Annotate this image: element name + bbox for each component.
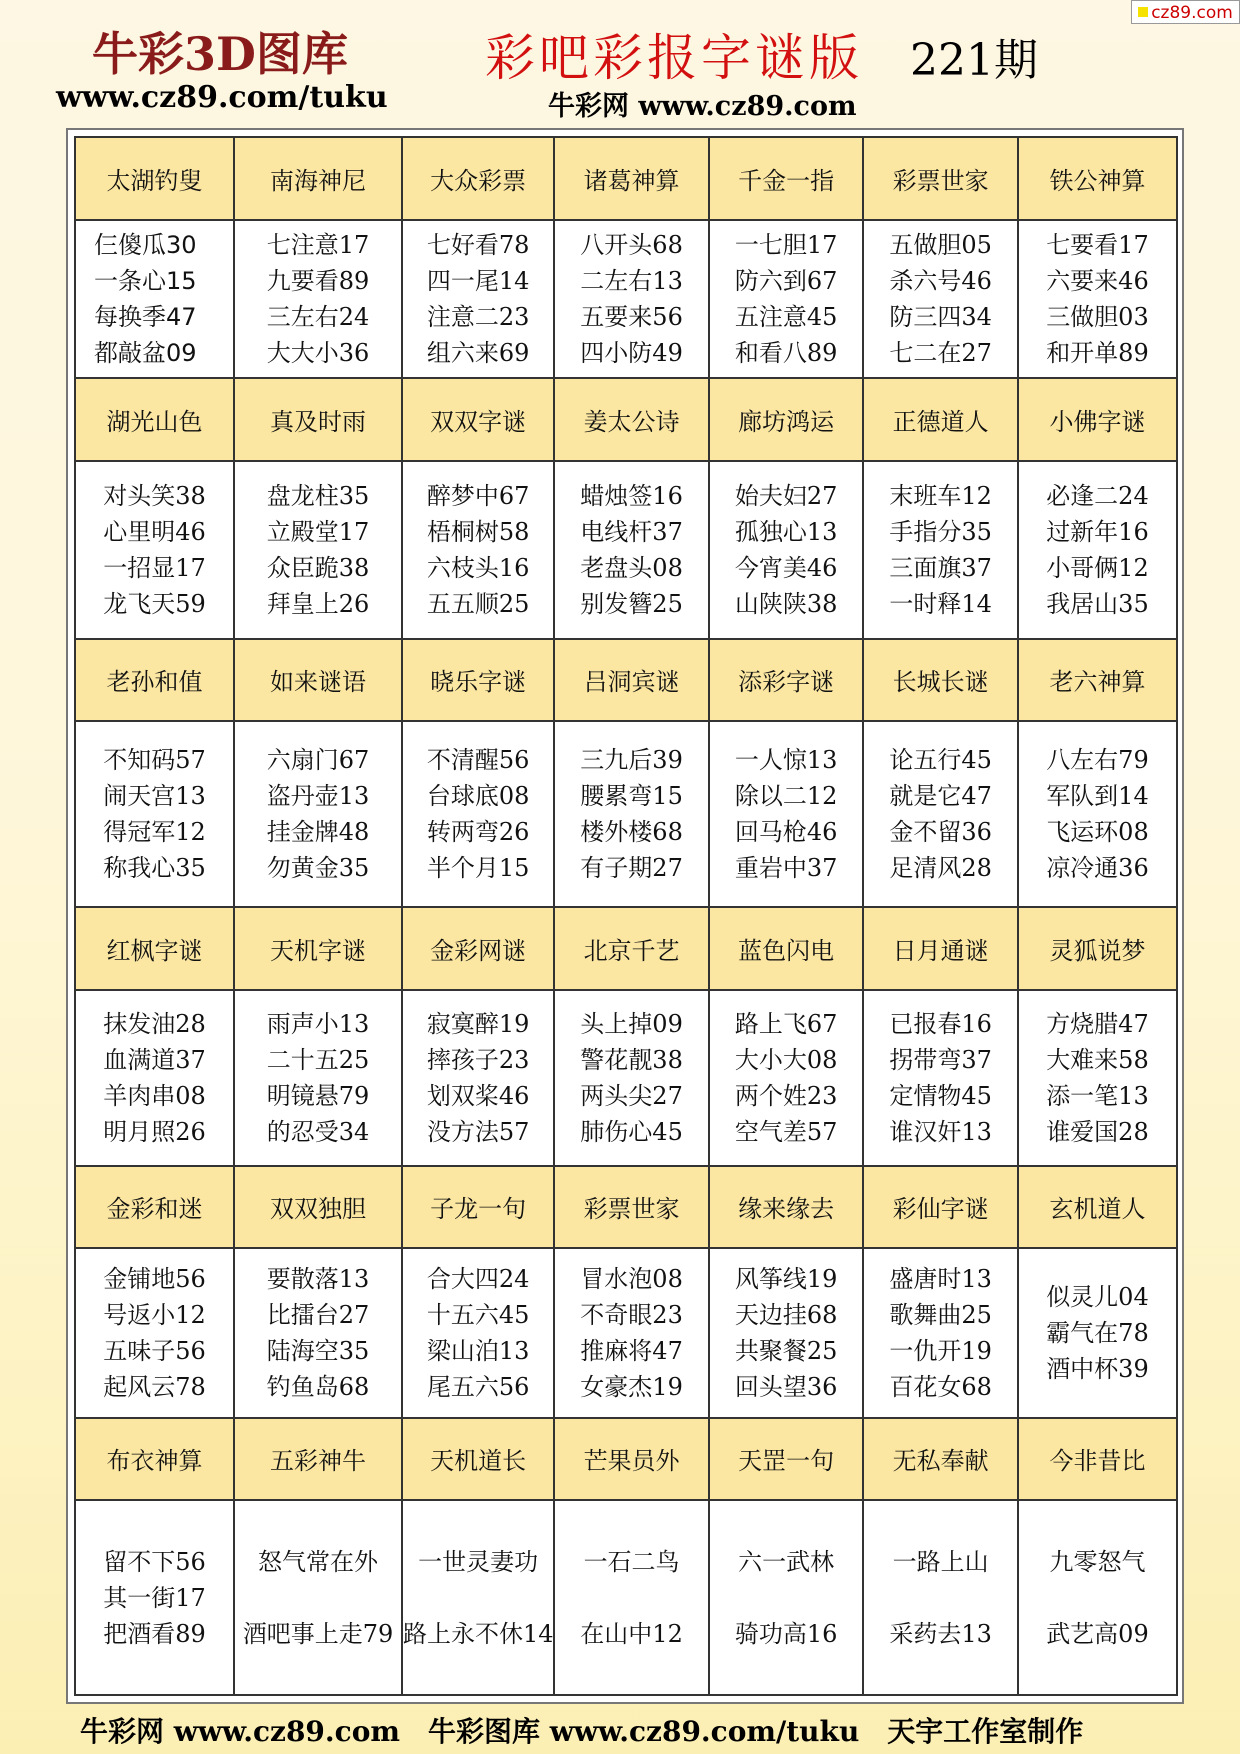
riddle-cell (234, 1500, 402, 1695)
footer-tuku-link[interactable]: 牛彩图库 www.cz89.com/tuku (428, 1715, 860, 1748)
riddle-line: 一条心15 (94, 266, 197, 295)
riddle-line: 抹发油28 (103, 1009, 206, 1038)
column-heading: 彩票世家 (863, 137, 1018, 220)
riddle-line: 论五行45 (889, 746, 992, 775)
riddle-line: 末班车12 (889, 481, 992, 510)
riddle-line: 酒中杯39 (1046, 1354, 1149, 1383)
riddle-line: 添一笔13 (1046, 1081, 1149, 1110)
riddle-line: 过新年16 (1046, 517, 1149, 546)
riddle-line: 采药去13 (889, 1619, 992, 1648)
riddle-cell (863, 1248, 1018, 1417)
riddle-line: 醉梦中67 (426, 481, 530, 510)
riddle-cell (554, 721, 709, 907)
riddle-line: 两头尖27 (580, 1081, 683, 1110)
riddle-cell (1018, 1248, 1177, 1417)
riddle-line: 已报春16 (889, 1009, 992, 1038)
riddle-line: 一石二鸟 (583, 1547, 680, 1576)
name-row (75, 1418, 1177, 1501)
riddle-cell (234, 990, 402, 1166)
riddle-line: 金铺地56 (103, 1264, 206, 1293)
riddle-cell (75, 220, 234, 379)
riddle-line: 楼外楼68 (580, 818, 683, 847)
riddle-line: 明月照26 (103, 1117, 206, 1146)
riddle-line: 拜皇上26 (266, 589, 370, 618)
riddle-line: 似灵儿04 (1046, 1282, 1149, 1311)
riddle-cell (863, 721, 1018, 907)
column-heading: 彩仙字谜 (863, 1166, 1018, 1249)
riddle-line: 怒气常在外 (258, 1547, 378, 1576)
riddle-row (75, 1248, 1177, 1417)
riddle-line: 一世灵妻功 (418, 1547, 539, 1576)
riddle-line: 九零怒气 (1049, 1547, 1146, 1576)
riddle-cell (709, 461, 864, 639)
riddle-line: 七好看78 (426, 230, 530, 259)
riddle-row (75, 990, 1177, 1166)
riddle-cell (709, 1248, 864, 1417)
riddle-line: 盛唐时13 (889, 1264, 992, 1293)
riddle-cell (402, 1500, 554, 1695)
riddle-line: 百花女68 (889, 1372, 992, 1401)
column-heading: 玄机道人 (1018, 1166, 1177, 1249)
riddle-line: 方烧腊47 (1046, 1009, 1149, 1038)
riddle-cell (402, 1248, 554, 1417)
riddle-line: 都敲盆09 (94, 338, 197, 367)
riddle-cell (402, 220, 554, 379)
riddle-line: 不知码57 (103, 746, 206, 775)
riddle-line: 挂金牌48 (266, 818, 370, 847)
riddle-line: 称我心35 (103, 854, 206, 883)
riddle-line: 盘龙柱35 (266, 481, 370, 510)
riddle-line: 推麻将47 (580, 1336, 683, 1365)
riddle-line: 大小大08 (734, 1045, 838, 1074)
column-heading: 老孙和值 (75, 639, 234, 722)
riddle-line: 防六到67 (734, 266, 838, 295)
riddle-line: 一招显17 (103, 553, 206, 582)
riddle-line: 其一街17 (103, 1583, 206, 1612)
riddle-line: 天边挂68 (734, 1300, 838, 1329)
riddle-line: 号返小12 (103, 1300, 206, 1329)
riddle-line: 两个姓23 (734, 1081, 838, 1110)
riddle-line: 明镜悬79 (266, 1081, 370, 1110)
riddle-line: 六扇门67 (266, 746, 370, 775)
riddle-cell (402, 990, 554, 1166)
riddle-cell (709, 721, 864, 907)
riddle-line: 歌舞曲25 (889, 1300, 992, 1329)
riddle-line: 一七胆17 (734, 230, 838, 259)
riddle-cell (75, 461, 234, 639)
riddle-line: 闹天宫13 (103, 782, 206, 811)
riddle-line: 重岩中37 (734, 854, 838, 883)
riddle-line: 血满道37 (103, 1045, 206, 1074)
riddle-line: 飞运环08 (1046, 818, 1149, 847)
riddle-line: 比擂台27 (266, 1300, 370, 1329)
riddle-cell (554, 1248, 709, 1417)
column-heading: 吕洞宾谜 (554, 639, 709, 722)
column-heading: 无私奉献 (863, 1418, 1018, 1501)
riddle-line: 路上飞67 (734, 1009, 838, 1038)
riddle-line: 骑功高16 (734, 1619, 838, 1648)
riddle-line: 摔孩子23 (426, 1045, 530, 1074)
riddle-line: 定情物45 (889, 1081, 992, 1110)
riddle-line: 足清风28 (889, 854, 992, 883)
riddle-line: 电线杆37 (580, 517, 683, 546)
riddle-line: 和看八89 (734, 338, 838, 367)
riddle-line: 就是它47 (889, 782, 992, 811)
riddle-cell (709, 990, 864, 1166)
riddle-cell (234, 721, 402, 907)
riddle-line: 四小防49 (580, 338, 683, 367)
riddle-line: 始夫妇27 (734, 481, 838, 510)
column-heading: 金彩和迷 (75, 1166, 234, 1249)
column-heading: 太湖钓叟 (75, 137, 234, 220)
riddle-line: 三做胆03 (1046, 302, 1149, 331)
riddle-cell (75, 990, 234, 1166)
riddle-line: 梁山泊13 (426, 1336, 530, 1365)
riddle-line: 五味子56 (103, 1336, 206, 1365)
riddle-line: 女豪杰19 (580, 1372, 683, 1401)
riddle-line: 回头望36 (734, 1372, 838, 1401)
riddle-line: 金不留36 (889, 818, 992, 847)
riddle-line: 仨傻瓜30 (94, 230, 197, 259)
riddle-line: 得冠军12 (103, 818, 206, 847)
riddle-line: 除以二12 (734, 782, 838, 811)
column-heading: 大众彩票 (402, 137, 554, 220)
riddle-line: 一路上山 (892, 1547, 989, 1576)
riddle-line: 手指分35 (889, 517, 992, 546)
issue-number: 221期 (910, 35, 1038, 86)
column-heading: 缘来缘去 (709, 1166, 864, 1249)
riddle-line: 腰累弯15 (580, 782, 683, 811)
riddle-line: 九要看89 (266, 266, 370, 295)
column-heading: 双双独胆 (234, 1166, 402, 1249)
riddle-line: 十五六45 (426, 1300, 530, 1329)
riddle-line: 在山中12 (580, 1619, 683, 1648)
footer-credit: 天宇工作室制作 (887, 1715, 1084, 1748)
riddle-row (75, 1500, 1177, 1695)
riddle-row (75, 721, 1177, 907)
line-spacer (864, 1580, 1017, 1616)
riddle-line: 武艺高09 (1046, 1619, 1149, 1648)
riddle-cell (1018, 721, 1177, 907)
riddle-line: 杀六号46 (889, 266, 992, 295)
riddle-cell (402, 721, 554, 907)
riddle-line: 七要看17 (1046, 230, 1149, 259)
riddle-line: 一时释14 (889, 589, 992, 618)
watermark-badge (1131, 0, 1240, 24)
column-heading: 铁公神算 (1018, 137, 1177, 220)
column-heading: 南海神尼 (234, 137, 402, 220)
riddle-line: 肺伤心45 (580, 1117, 683, 1146)
name-row (75, 639, 1177, 722)
riddle-line: 合大四24 (426, 1264, 530, 1293)
riddle-line: 今宵美46 (734, 553, 838, 582)
line-spacer (1019, 1580, 1176, 1616)
column-heading: 如来谜语 (234, 639, 402, 722)
riddle-line: 不清醒56 (426, 746, 530, 775)
riddle-line: 梧桐树58 (426, 517, 530, 546)
riddle-line: 蜡烛签16 (580, 481, 683, 510)
riddle-line: 五注意45 (734, 302, 838, 331)
riddle-row (75, 220, 1177, 379)
riddle-line: 六枝头16 (426, 553, 530, 582)
column-heading: 五彩神牛 (234, 1418, 402, 1501)
riddle-line: 组六来69 (426, 338, 530, 367)
column-heading: 天机道长 (402, 1418, 554, 1501)
riddle-line: 谁爱国28 (1046, 1117, 1149, 1146)
riddle-line: 对头笑38 (103, 481, 206, 510)
riddle-line: 六一武林 (738, 1547, 835, 1576)
riddle-cell (709, 220, 864, 379)
riddle-line: 没方法57 (426, 1117, 530, 1146)
riddle-cell (234, 220, 402, 379)
riddle-line: 我居山35 (1046, 589, 1149, 618)
riddle-line: 留不下56 (103, 1547, 206, 1576)
riddle-line: 一仇开19 (889, 1336, 992, 1365)
site-title: 牛彩3D图库 (92, 27, 348, 81)
riddle-line: 大难来58 (1046, 1045, 1149, 1074)
riddle-line: 钓鱼岛68 (266, 1372, 370, 1401)
name-row (75, 137, 1177, 220)
riddle-line: 每换季47 (94, 302, 197, 331)
riddle-line: 七二在27 (889, 338, 992, 367)
riddle-line: 别发簪25 (580, 589, 683, 618)
riddle-line: 防三四34 (889, 302, 992, 331)
riddle-line: 酒吧事上走79 (242, 1619, 394, 1648)
riddle-line: 半个月15 (426, 854, 530, 883)
riddle-line: 凉冷通36 (1046, 854, 1149, 883)
riddle-line: 空气差57 (734, 1117, 838, 1146)
riddle-line: 台球底08 (426, 782, 530, 811)
riddle-line: 众臣跪38 (266, 553, 370, 582)
riddle-cell (554, 1500, 709, 1695)
line-spacer (403, 1580, 553, 1616)
riddle-line: 龙飞天59 (103, 589, 206, 618)
riddle-line: 八左右79 (1046, 746, 1149, 775)
riddle-line: 把酒看89 (103, 1619, 206, 1648)
column-heading: 子龙一句 (402, 1166, 554, 1249)
column-heading: 日月通谜 (863, 907, 1018, 990)
riddle-cell (1018, 461, 1177, 639)
riddle-line: 共聚餐25 (734, 1336, 838, 1365)
column-heading: 廊坊鸿运 (709, 378, 864, 461)
riddle-line: 不奇眼23 (580, 1300, 683, 1329)
riddle-line: 冒水泡08 (580, 1264, 683, 1293)
riddle-line: 三左右24 (266, 302, 370, 331)
riddle-line: 老盘头08 (580, 553, 683, 582)
riddle-cell (75, 1248, 234, 1417)
riddle-line: 二左右13 (580, 266, 683, 295)
riddle-line: 山陕陕38 (734, 589, 838, 618)
riddle-line: 警花靓38 (580, 1045, 683, 1074)
riddle-line: 三面旗37 (889, 553, 992, 582)
riddle-line: 要散落13 (266, 1264, 370, 1293)
riddle-line: 回马枪46 (734, 818, 838, 847)
riddle-line: 和开单89 (1046, 338, 1149, 367)
line-spacer (710, 1580, 863, 1616)
column-heading: 今非昔比 (1018, 1418, 1177, 1501)
riddle-line: 七注意17 (266, 230, 370, 259)
column-heading: 天机字谜 (234, 907, 402, 990)
name-row (75, 1166, 1177, 1249)
column-heading: 真及时雨 (234, 378, 402, 461)
riddle-cell (1018, 1500, 1177, 1695)
column-heading: 添彩字谜 (709, 639, 864, 722)
riddle-line: 转两弯26 (426, 818, 530, 847)
riddle-line: 一人惊13 (734, 746, 838, 775)
riddle-line: 划双桨46 (426, 1081, 530, 1110)
riddle-line: 孤独心13 (734, 517, 838, 546)
footer (80, 1710, 1111, 1750)
riddle-cell (1018, 220, 1177, 379)
footer-site-link[interactable]: 牛彩网 www.cz89.com (80, 1715, 401, 1748)
riddle-cell (863, 1500, 1018, 1695)
riddle-line: 陆海空35 (266, 1336, 370, 1365)
riddle-line: 二十五25 (266, 1045, 370, 1074)
riddle-line: 风筝线19 (734, 1264, 838, 1293)
riddle-cell (863, 461, 1018, 639)
riddle-line: 勿黄金35 (266, 854, 370, 883)
riddle-line: 的忍受34 (266, 1117, 370, 1146)
column-heading: 北京千艺 (554, 907, 709, 990)
riddle-cell (554, 990, 709, 1166)
riddle-line: 头上掉09 (580, 1009, 683, 1038)
riddle-cell (75, 1500, 234, 1695)
riddle-row (75, 461, 1177, 639)
riddle-line: 五五顺25 (426, 589, 530, 618)
riddle-line: 谁汉奸13 (889, 1117, 992, 1146)
riddle-line: 大大小36 (266, 338, 370, 367)
column-heading: 布衣神算 (75, 1418, 234, 1501)
column-heading: 天罡一句 (709, 1418, 864, 1501)
column-heading: 诸葛神算 (554, 137, 709, 220)
riddle-line: 三九后39 (580, 746, 683, 775)
riddle-line: 羊肉串08 (103, 1081, 206, 1110)
riddle-cell (234, 1248, 402, 1417)
column-heading: 金彩网谜 (402, 907, 554, 990)
site-url-link[interactable]: www.cz89.com/tuku (56, 80, 388, 115)
riddle-cell (863, 220, 1018, 379)
column-heading: 芒果员外 (554, 1418, 709, 1501)
riddle-line: 军队到14 (1046, 782, 1149, 811)
riddle-cell (554, 461, 709, 639)
column-heading: 彩票世家 (554, 1166, 709, 1249)
riddle-cell (1018, 990, 1177, 1166)
riddle-line: 雨声小13 (266, 1009, 370, 1038)
column-heading: 晓乐字谜 (402, 639, 554, 722)
riddle-line: 六要来46 (1046, 266, 1149, 295)
column-heading: 双双字谜 (402, 378, 554, 461)
riddle-line: 四一尾14 (426, 266, 530, 295)
riddle-line: 八开头68 (580, 230, 683, 259)
riddle-line: 尾五六56 (426, 1372, 530, 1401)
sub-url-link[interactable]: 牛彩网 www.cz89.com (548, 91, 857, 122)
name-row (75, 907, 1177, 990)
column-heading: 长城长谜 (863, 639, 1018, 722)
riddle-cell (709, 1500, 864, 1695)
name-row (75, 378, 1177, 461)
riddle-line: 立殿堂17 (266, 517, 370, 546)
square-icon (1138, 7, 1148, 17)
page-title: 彩吧彩报字谜版 (485, 29, 863, 87)
riddle-cell (554, 220, 709, 379)
column-heading: 千金一指 (709, 137, 864, 220)
riddle-line: 拐带弯37 (889, 1045, 992, 1074)
column-heading: 姜太公诗 (554, 378, 709, 461)
column-heading: 老六神算 (1018, 639, 1177, 722)
column-heading: 正德道人 (863, 378, 1018, 461)
column-heading: 灵狐说梦 (1018, 907, 1177, 990)
riddle-line: 盗丹壶13 (266, 782, 370, 811)
riddle-cell (402, 461, 554, 639)
riddle-line: 五要来56 (580, 302, 683, 331)
riddle-line: 必逢二24 (1046, 481, 1149, 510)
column-heading: 湖光山色 (75, 378, 234, 461)
riddle-line: 有子期27 (580, 854, 683, 883)
riddle-line: 心里明46 (103, 517, 206, 546)
line-spacer (555, 1580, 708, 1616)
badge-label: cz89.com (1151, 3, 1233, 23)
riddle-line: 路上永不休14 (403, 1619, 554, 1648)
riddle-line: 霸气在78 (1046, 1318, 1149, 1347)
line-spacer (235, 1580, 401, 1616)
riddle-cell (863, 990, 1018, 1166)
column-heading: 小佛字谜 (1018, 378, 1177, 461)
riddle-line: 注意二23 (426, 302, 530, 331)
riddle-line: 起风云78 (103, 1372, 206, 1401)
riddle-line: 寂寞醉19 (426, 1009, 530, 1038)
riddle-line: 小哥俩12 (1046, 553, 1149, 582)
riddle-cell (234, 461, 402, 639)
riddle-line: 五做胆05 (889, 230, 992, 259)
column-heading: 红枫字谜 (75, 907, 234, 990)
column-heading: 蓝色闪电 (709, 907, 864, 990)
riddle-cell (75, 721, 234, 907)
riddle-grid (74, 136, 1178, 1696)
